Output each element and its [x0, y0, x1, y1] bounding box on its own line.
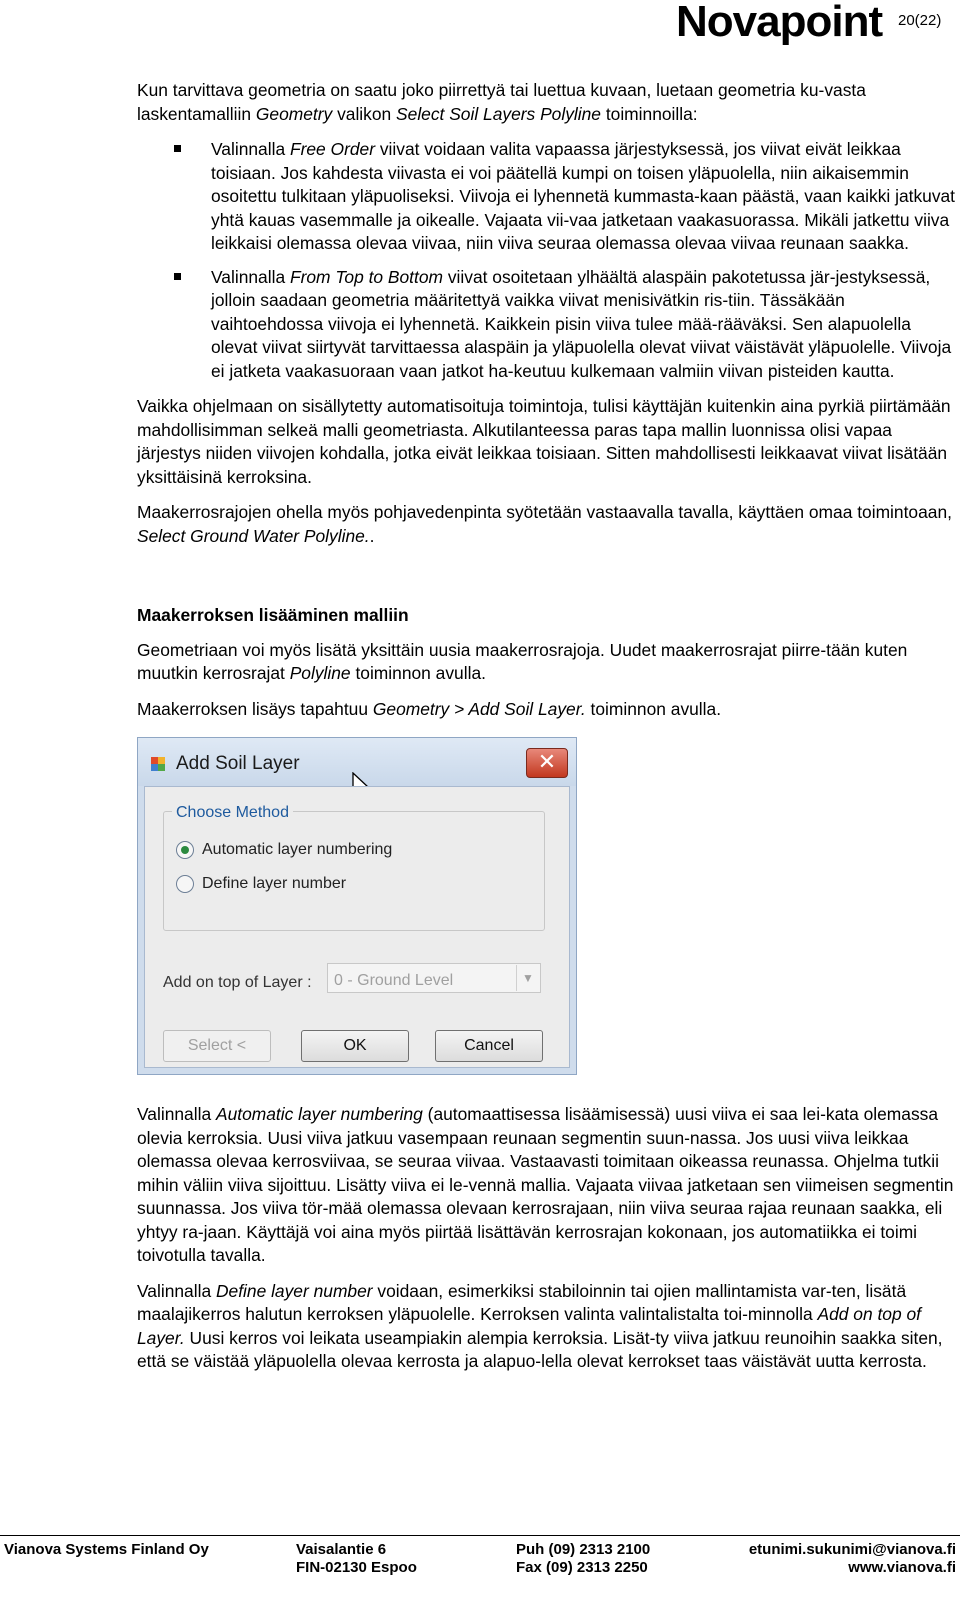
footer-divider	[0, 1535, 960, 1536]
text-run: Valinnalla	[137, 1104, 216, 1124]
footer-phone	[516, 1541, 650, 1577]
automatic-numbering-paragraph	[137, 1103, 957, 1268]
radio-automatic-layer-numbering[interactable]	[176, 838, 392, 862]
text-run: Maakerroksen lisäys tapahtuu	[137, 698, 373, 719]
text-run: Maakerrosrajojen ohella myös pohjavedenpinta syötetään vastaavalla tavalla, käyttäen omaa toimintoaan,	[137, 502, 952, 522]
close-button[interactable]	[526, 748, 568, 778]
radio-define-label: Define layer number	[202, 875, 347, 892]
intro-paragraph	[137, 79, 957, 126]
select-button[interactable]: Select <	[163, 1030, 271, 1062]
automation-paragraph	[137, 395, 957, 489]
text-run: (automaattisessa lisäämisessä) uusi viiva ei saa lei-kata olemassa olevia kerroksia. Uusi viiva jatkuu vasempaan reunaan segmentin suun-nassa. Jos uusi viiva leikkaa olemassa olevaa kerrosviivaa, se seuraa viivaa. Vastaavasti toimitaan oikeassa reunassa. Ohjelma tutkii mihin väliin viiva sijoittuu. Lisätty viiva ei le-vennä mallia. Vajaata viivaa jatketaan sen viimeisen segmentin suunnassa. Jos viiva tör-mää olemassa olevaan kerrosrajaan, niin viiva seuraa rajaa reunaan saakka, eli yhtyy ra-jaan. Käyttäjä voi aina myös piirtää lisättävän kerrosrajan kokonaan, jos automatiikka ei toimi toivotulla tavalla.	[137, 1104, 954, 1265]
text-run: Valinnalla	[211, 139, 290, 159]
dialog-title: Add Soil Layer	[176, 753, 300, 774]
addition-paragraph	[137, 698, 957, 722]
geometry-paragraph	[137, 639, 957, 686]
text-run: Valinnalla	[211, 266, 290, 287]
text-run: .	[369, 525, 375, 546]
radio-selected-indicator[interactable]	[176, 841, 194, 859]
text-run: viivat voidaan valita vapaassa järjestyksessä, jos viivat eivät leikkaa toisiaan. Jos kahdesta viivasta ei voi päätellä kumpi on toisen yläpuolella, niin aikaisemmin osoitettu tulkitaan yläpuoliseksi. Viivoja ei lyhennetä kummasta-kaan päästä, vaan kaikki jatkuvat yhtä kauas vasemmalle ja oikealle. Vajaata vii-vaa jatketaan vaakasuorassa. Mikäli jatkettu viiva leikkaisi olemassa olevaa viivaa, niin viiva seuraa olemassa olevaa viivaa reunaan saakka.	[211, 139, 956, 253]
cancel-button[interactable]: Cancel	[435, 1030, 543, 1062]
radio-automatic-label: Automatic layer numbering	[202, 841, 393, 858]
groundwater-paragraph	[137, 501, 957, 548]
street-address: Vaisalantie 6	[296, 1541, 387, 1558]
phone-number: Puh (09) 2313 2100	[516, 1541, 651, 1558]
fax-number: Fax (09) 2313 2250	[516, 1559, 648, 1576]
italic-term: From Top to Bottom	[289, 266, 444, 287]
text-run: Uusi kerros voi leikata useampiakin alempia kerroksia. Lisät-ty viiva jatkuu reunoihin saakka siten, että se väistää yläpuolella olevaa kerrosta ja alapuo-lella olevat kerrokset taas väistävät uutta kerrosta.	[137, 1327, 943, 1371]
italic-term: Add on top of Layer.	[137, 1304, 921, 1348]
document-body	[137, 79, 957, 1374]
text-run: valikon	[332, 103, 397, 124]
choose-method-group	[163, 804, 545, 931]
layer-select[interactable]	[327, 963, 541, 993]
text-run: Kun tarvittava geometria on saatu joko piirrettyä tai luettua kuvaan, luetaan geometria ku-vasta laskentamalliin	[137, 80, 866, 124]
bullet-top-to-bottom	[211, 266, 957, 384]
text-run: Vaikka ohjelmaan on sisällytetty automatisoituja toimintoja, tulisi käyttäjän kuitenkin aina pyrkiä piirtämään mahdollisimman selkeä malli geometriasta. Alkutilanteessa paras tapa mallin luonnissa olisi vapaa järjestys niiden viivojen kohdalla, jotka eivät leikkaa toisiaan. Sitten mahdollisesti leikkaavat viivat lisätään yksittäisinä kerroksina.	[137, 396, 951, 487]
bullet-free-order	[211, 138, 957, 256]
dialog-body	[144, 786, 570, 1068]
footer-address	[296, 1541, 417, 1577]
chevron-down-icon[interactable]: ▼	[516, 965, 539, 991]
section-heading: Maakerroksen lisääminen malliin	[137, 605, 409, 625]
layer-select-value: 0 - Ground Level	[334, 972, 454, 989]
italic-term: Automatic layer numbering	[215, 1104, 423, 1124]
italic-term: Select Soil Layers Polyline	[396, 103, 601, 124]
radio-define-layer-number[interactable]	[176, 872, 346, 896]
postal-address: FIN-02130 Espoo	[296, 1559, 417, 1576]
dialog-titlebar[interactable]	[138, 738, 576, 786]
option-bullet-list	[137, 138, 957, 383]
define-layer-paragraph	[137, 1280, 957, 1374]
add-soil-layer-dialog	[137, 737, 577, 1075]
italic-term: Free Order	[289, 139, 376, 159]
app-window-icon	[150, 756, 166, 772]
company-name: Vianova Systems Finland Oy	[4, 1541, 209, 1558]
text-run: toiminnon avulla.	[585, 698, 722, 719]
italic-term: Geometry	[255, 103, 333, 124]
web-link[interactable]: www.vianova.fi	[848, 1559, 956, 1576]
text-run: Geometriaan voi myös lisätä yksittäin uusia maakerrosrajoja. Uudet maakerrosrajat piirre-tään kuten muutkin kerrosrajat	[137, 639, 908, 683]
text-run: toiminnoilla:	[600, 103, 698, 124]
radio-unselected-indicator[interactable]	[176, 875, 194, 893]
text-run: toiminnon avulla.	[350, 663, 486, 683]
email-link[interactable]: etunimi.sukunimi@vianova.fi	[748, 1541, 956, 1558]
footer-company	[4, 1541, 209, 1559]
italic-term: Define layer number	[215, 1280, 373, 1301]
text-run: Valinnalla	[137, 1280, 216, 1301]
page-number: 20(22)	[898, 12, 942, 29]
text-run: voidaan, esimerkiksi stabiloinnin tai ojien mallintamista var-ten, lisätä maalajikerros halutun kerroksen yläpuolelle. Kerroksen valinta valintalistalta toi-minnolla	[137, 1280, 907, 1324]
italic-term: Geometry > Add Soil Layer.	[372, 698, 586, 719]
footer-contact	[746, 1541, 956, 1577]
ok-button[interactable]: OK	[301, 1030, 409, 1062]
group-label: Choose Method	[172, 801, 293, 825]
italic-term: Polyline	[289, 663, 351, 683]
close-icon: ✕	[537, 749, 557, 774]
add-on-top-label: Add on top of Layer :	[163, 974, 312, 991]
brand-logo: Novapoint	[676, 0, 883, 46]
text-run: viivat osoitetaan ylhäältä alaspäin pakotetussa jär-jestyksessä, jolloin saadaan geometria määritettyä vaikka viivat menisivätkin ris-tiin. Tässäkään vaihtoehdossa viivoja ei lyhennetä. Kaikkein pisin viiva tulee mää-rääväksi. Sen alapuolella olevat viivat siirtyvät tarvittaessa alaspäin ja yläpuolella olevat viivat väistävät yläpuolelle. Viivoja ei jatketa vaakasuoraan vaan jatkot ha-keutuu kulkemaan valmiin viivan pisteiden kautta.	[211, 266, 952, 381]
italic-term: Select Ground Water Polyline.	[137, 525, 370, 546]
